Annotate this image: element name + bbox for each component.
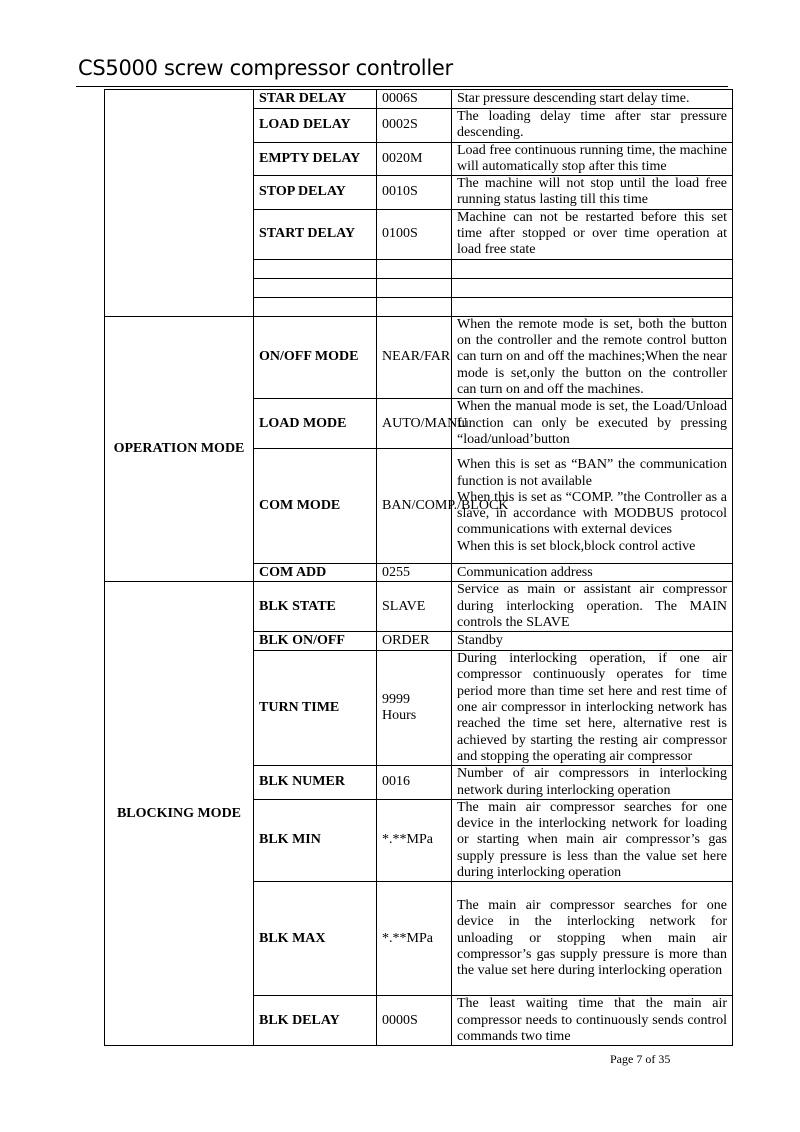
param-description: Number of air compressors in interlocking network during interlocking operation	[452, 766, 733, 800]
param-description: The main air compressor searches for one device in the interlocking network for loading or starting when main air compressor’s gas supply pressure is less than the value set here during interlocking operation	[452, 799, 733, 881]
param-description: The least waiting time that the main air compressor needs to continuously sends control commands two time	[452, 996, 733, 1046]
section-label-blocking-mode: BLOCKING MODE	[105, 582, 254, 1046]
param-description: Communication address	[452, 564, 733, 582]
param-value: NEAR/FAR	[377, 316, 452, 398]
param-name: STAR DELAY	[254, 90, 377, 109]
section-label-operation-mode: OPERATION MODE	[105, 316, 254, 581]
title-underline	[76, 86, 728, 87]
empty-cell	[452, 259, 733, 278]
param-value: 0002S	[377, 109, 452, 143]
param-description: Star pressure descending start delay time.	[452, 90, 733, 109]
param-value: *.**MPa	[377, 799, 452, 881]
param-description: Standby	[452, 632, 733, 651]
empty-cell	[377, 278, 452, 297]
table-row	[105, 582, 733, 632]
param-name: BLK STATE	[254, 582, 377, 632]
param-name: EMPTY DELAY	[254, 142, 377, 176]
param-description: The machine will not stop until the load free running status lasting till this time	[452, 176, 733, 210]
param-value: 0100S	[377, 209, 452, 259]
param-description: During interlocking operation, if one air compressor continuously operates for time period more than time set here and rest time of one air compressor in interlocking network has reached the time set here, alternative rest is achieved by starting the resting air compressor and stopping the operating air compressor	[452, 651, 733, 766]
empty-cell	[254, 278, 377, 297]
param-name: LOAD DELAY	[254, 109, 377, 143]
param-description: The loading delay time after star pressure descending.	[452, 109, 733, 143]
param-name: STOP DELAY	[254, 176, 377, 210]
param-name: COM ADD	[254, 564, 377, 582]
com-mode-desc-line: When this is set as “BAN” the communication function is not available	[457, 457, 727, 489]
param-value: ORDER	[377, 632, 452, 651]
param-name: TURN TIME	[254, 651, 377, 766]
section-cell-blank	[105, 90, 254, 317]
page-number: Page 7 of 35	[610, 1052, 671, 1066]
com-mode-desc-line: When this is set block,block control active	[457, 538, 696, 554]
param-description	[452, 449, 733, 564]
table-row	[105, 90, 733, 109]
param-description: Machine can not be restarted before this set time after stopped or over time operation at load free state	[452, 209, 733, 259]
param-name: START DELAY	[254, 209, 377, 259]
param-description: Load free continuous running time, the machine will automatically stop after this time	[452, 142, 733, 176]
param-value: *.**MPa	[377, 882, 452, 996]
param-value: 0255	[377, 564, 452, 582]
param-value: 9999 Hours	[377, 651, 452, 766]
com-mode-desc-line: When this is set as “COMP. ”the Controller as a slave, in accordance with MODBUS protocol communications with external devices	[457, 489, 727, 538]
param-name: LOAD MODE	[254, 399, 377, 449]
empty-cell	[254, 259, 377, 278]
param-description: When the manual mode is set, the Load/Unload function can only be executed by pressing “load/unload’button	[452, 399, 733, 449]
document-title: CS5000 screw compressor controller	[78, 56, 453, 80]
param-value: SLAVE	[377, 582, 452, 632]
param-value: BAN/COMP./BLOCK	[377, 449, 452, 564]
param-name: BLK DELAY	[254, 996, 377, 1046]
empty-cell	[377, 297, 452, 316]
param-value: AUTO/MANU	[377, 399, 452, 449]
param-name: BLK MAX	[254, 882, 377, 996]
parameter-table	[104, 89, 733, 1046]
param-value: 0020M	[377, 142, 452, 176]
param-description: Service as main or assistant air compressor during interlocking operation. The MAIN controls the SLAVE	[452, 582, 733, 632]
empty-cell	[452, 278, 733, 297]
param-name: BLK NUMER	[254, 766, 377, 800]
param-name: BLK ON/OFF	[254, 632, 377, 651]
param-value: 0010S	[377, 176, 452, 210]
param-name: BLK MIN	[254, 799, 377, 881]
param-description: The main air compressor searches for one device in the interlocking network for unloading or stopping when main air compressor’s gas supply pressure is more than the value set here during interlocking operation	[452, 882, 733, 996]
table-row	[105, 316, 733, 398]
empty-cell	[452, 297, 733, 316]
param-description: When the remote mode is set, both the button on the controller and the remote control button can turn on and off the machines;When the near mode is set,only the button on the controller can turn on and off the machines.	[452, 316, 733, 398]
param-value: 0000S	[377, 996, 452, 1046]
empty-cell	[377, 259, 452, 278]
empty-cell	[254, 297, 377, 316]
param-name: ON/OFF MODE	[254, 316, 377, 398]
param-name: COM MODE	[254, 449, 377, 564]
param-value: 0016	[377, 766, 452, 800]
param-value: 0006S	[377, 90, 452, 109]
